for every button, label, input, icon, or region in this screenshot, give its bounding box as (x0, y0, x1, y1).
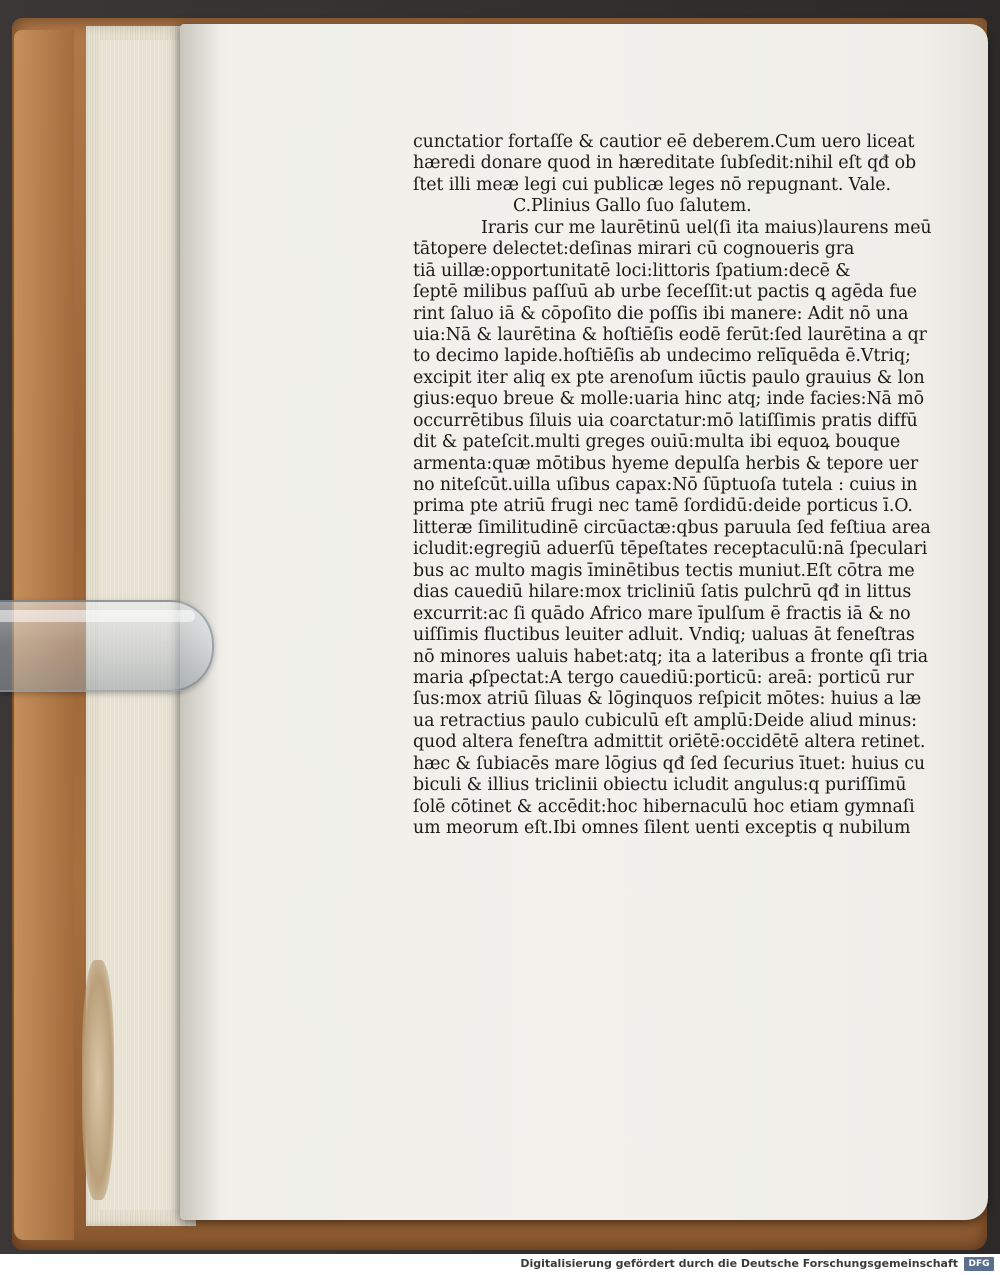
page-clamp-highlight (0, 610, 195, 622)
text-line: uia:Nā & laurētina & hoſtiēſis eodē ferūt:ſed laurētina a qr (413, 324, 927, 345)
text-line: ſus:mox atriū ſiluas & lōginquos reſpicit mōtes: huius a læ (413, 689, 922, 710)
text-line: dit & pateſcit.multi greges ouiū:multa ibi equoꝝ bouque (413, 432, 901, 453)
text-line: biculi & illius triclinii obiectu icludit angulus:q puriſſimū (413, 775, 907, 796)
text-line: Iraris cur me laurētinū uel(ſi ita maius)laurens meū (481, 217, 932, 238)
dfg-logo: DFG (964, 1257, 994, 1271)
text-line: dias cauediū hilare:mox tricliniū ſatis pulchrū qđ in littus (413, 582, 912, 603)
text-line: hæredi donare quod in hæreditate ſubſedit:nihil eſt qđ ob (413, 153, 917, 174)
text-line: uiſſimis fluctibus leuiter adluit. Vndiq; ualuas āt feneſtras (413, 625, 915, 646)
text-line: bus ac multo magis īminētibus tectis muniut.Eſt cōtra me (413, 560, 915, 581)
text-line: nō minores ualuis habet:atq; ita a lateribus a fronte qſi tria (413, 646, 929, 667)
text-line: excurrit:ac ſi quādo Africo mare īpulſum ē fractis iā & no (413, 603, 911, 624)
text-line: rint ſaluo iā & cōpoſito die poſſis ibi manere: Adit nō una (413, 303, 909, 324)
text-line: icludit:egregiū aduerſū tēpeſtates receptaculū:nā ſpeculari (413, 539, 928, 560)
printed-text-block (413, 132, 965, 839)
text-line: to decimo lapide.hoſtiēſis ab undecimo relīquēda ē.Vtriq; (413, 346, 911, 367)
text-line: maria ꝓſpectat:A tergo cauediū:porticū: areā: porticū rur (413, 667, 914, 688)
text-line: tātopere delectet:deſinas mirari cū cognoueris gra (413, 239, 855, 260)
text-line: tiā uillæ:opportunitatē loci:littoris ſpatium:decē & (413, 260, 851, 281)
text-line: ſolē cōtinet & accēdit:hoc hibernaculū hoc etiam gymnaſi (413, 796, 915, 817)
text-line: ſeptē milibus paſſuū ab urbe ſeceſſit:ut pactis ꝗ agēda fue (413, 282, 917, 303)
text-line: um meorum eſt.Ibi omnes ſilent uenti exceptis q nubilum (413, 818, 911, 838)
text-line: ſtet illi meæ legi cui publicæ leges nō repugnant. Vale. (413, 174, 891, 195)
text-line: armenta:quæ mōtibus hyeme depulſa herbis & tepore uer (413, 453, 919, 474)
text-line: prima pte atriū frugi nec tamē ſordidū:deide porticus ī.O. (413, 496, 913, 517)
text-line: litteræ ſimilitudinē circūactæ:qbus paruula ſed feſtiua area (413, 517, 931, 538)
funding-credit: Digitalisierung gefördert durch die Deutsche Forschungsgemeinschaft (520, 1257, 958, 1270)
footer-bar (0, 1254, 1000, 1275)
text-line: gius:equo breue & molle:uaria hinc atq; inde facies:Nā mō (413, 389, 925, 410)
cover-wear-spot (82, 960, 114, 1200)
text-line: cunctatior fortaſſe & cautior eē deberem.Cum uero liceat (413, 132, 915, 152)
text-line: hæc & ſubiacēs mare lōgius qđ ſed ſecurius ītuet: huius cu (413, 753, 925, 774)
text-line: ua retractius paulo cubiculū eſt amplū:Deide aliud minus: (413, 710, 917, 731)
text-line: occurrētibus ſiluis uia coarctatur:mō latiſſimis pratis diffū (413, 410, 918, 431)
text-line: quod altera feneſtra admittit oriētē:occidētē altera retinet. (413, 732, 926, 753)
letter-heading: C.Plinius Gallo ſuo ſalutem. (513, 196, 752, 217)
text-line: no niteſcūt.uilla uſibus capax:Nō ſūptuoſa tutela : cuius in (413, 475, 918, 495)
text-line: excipit iter aliq ex pte arenoſum iūctis paulo grauius & lon (413, 367, 925, 388)
